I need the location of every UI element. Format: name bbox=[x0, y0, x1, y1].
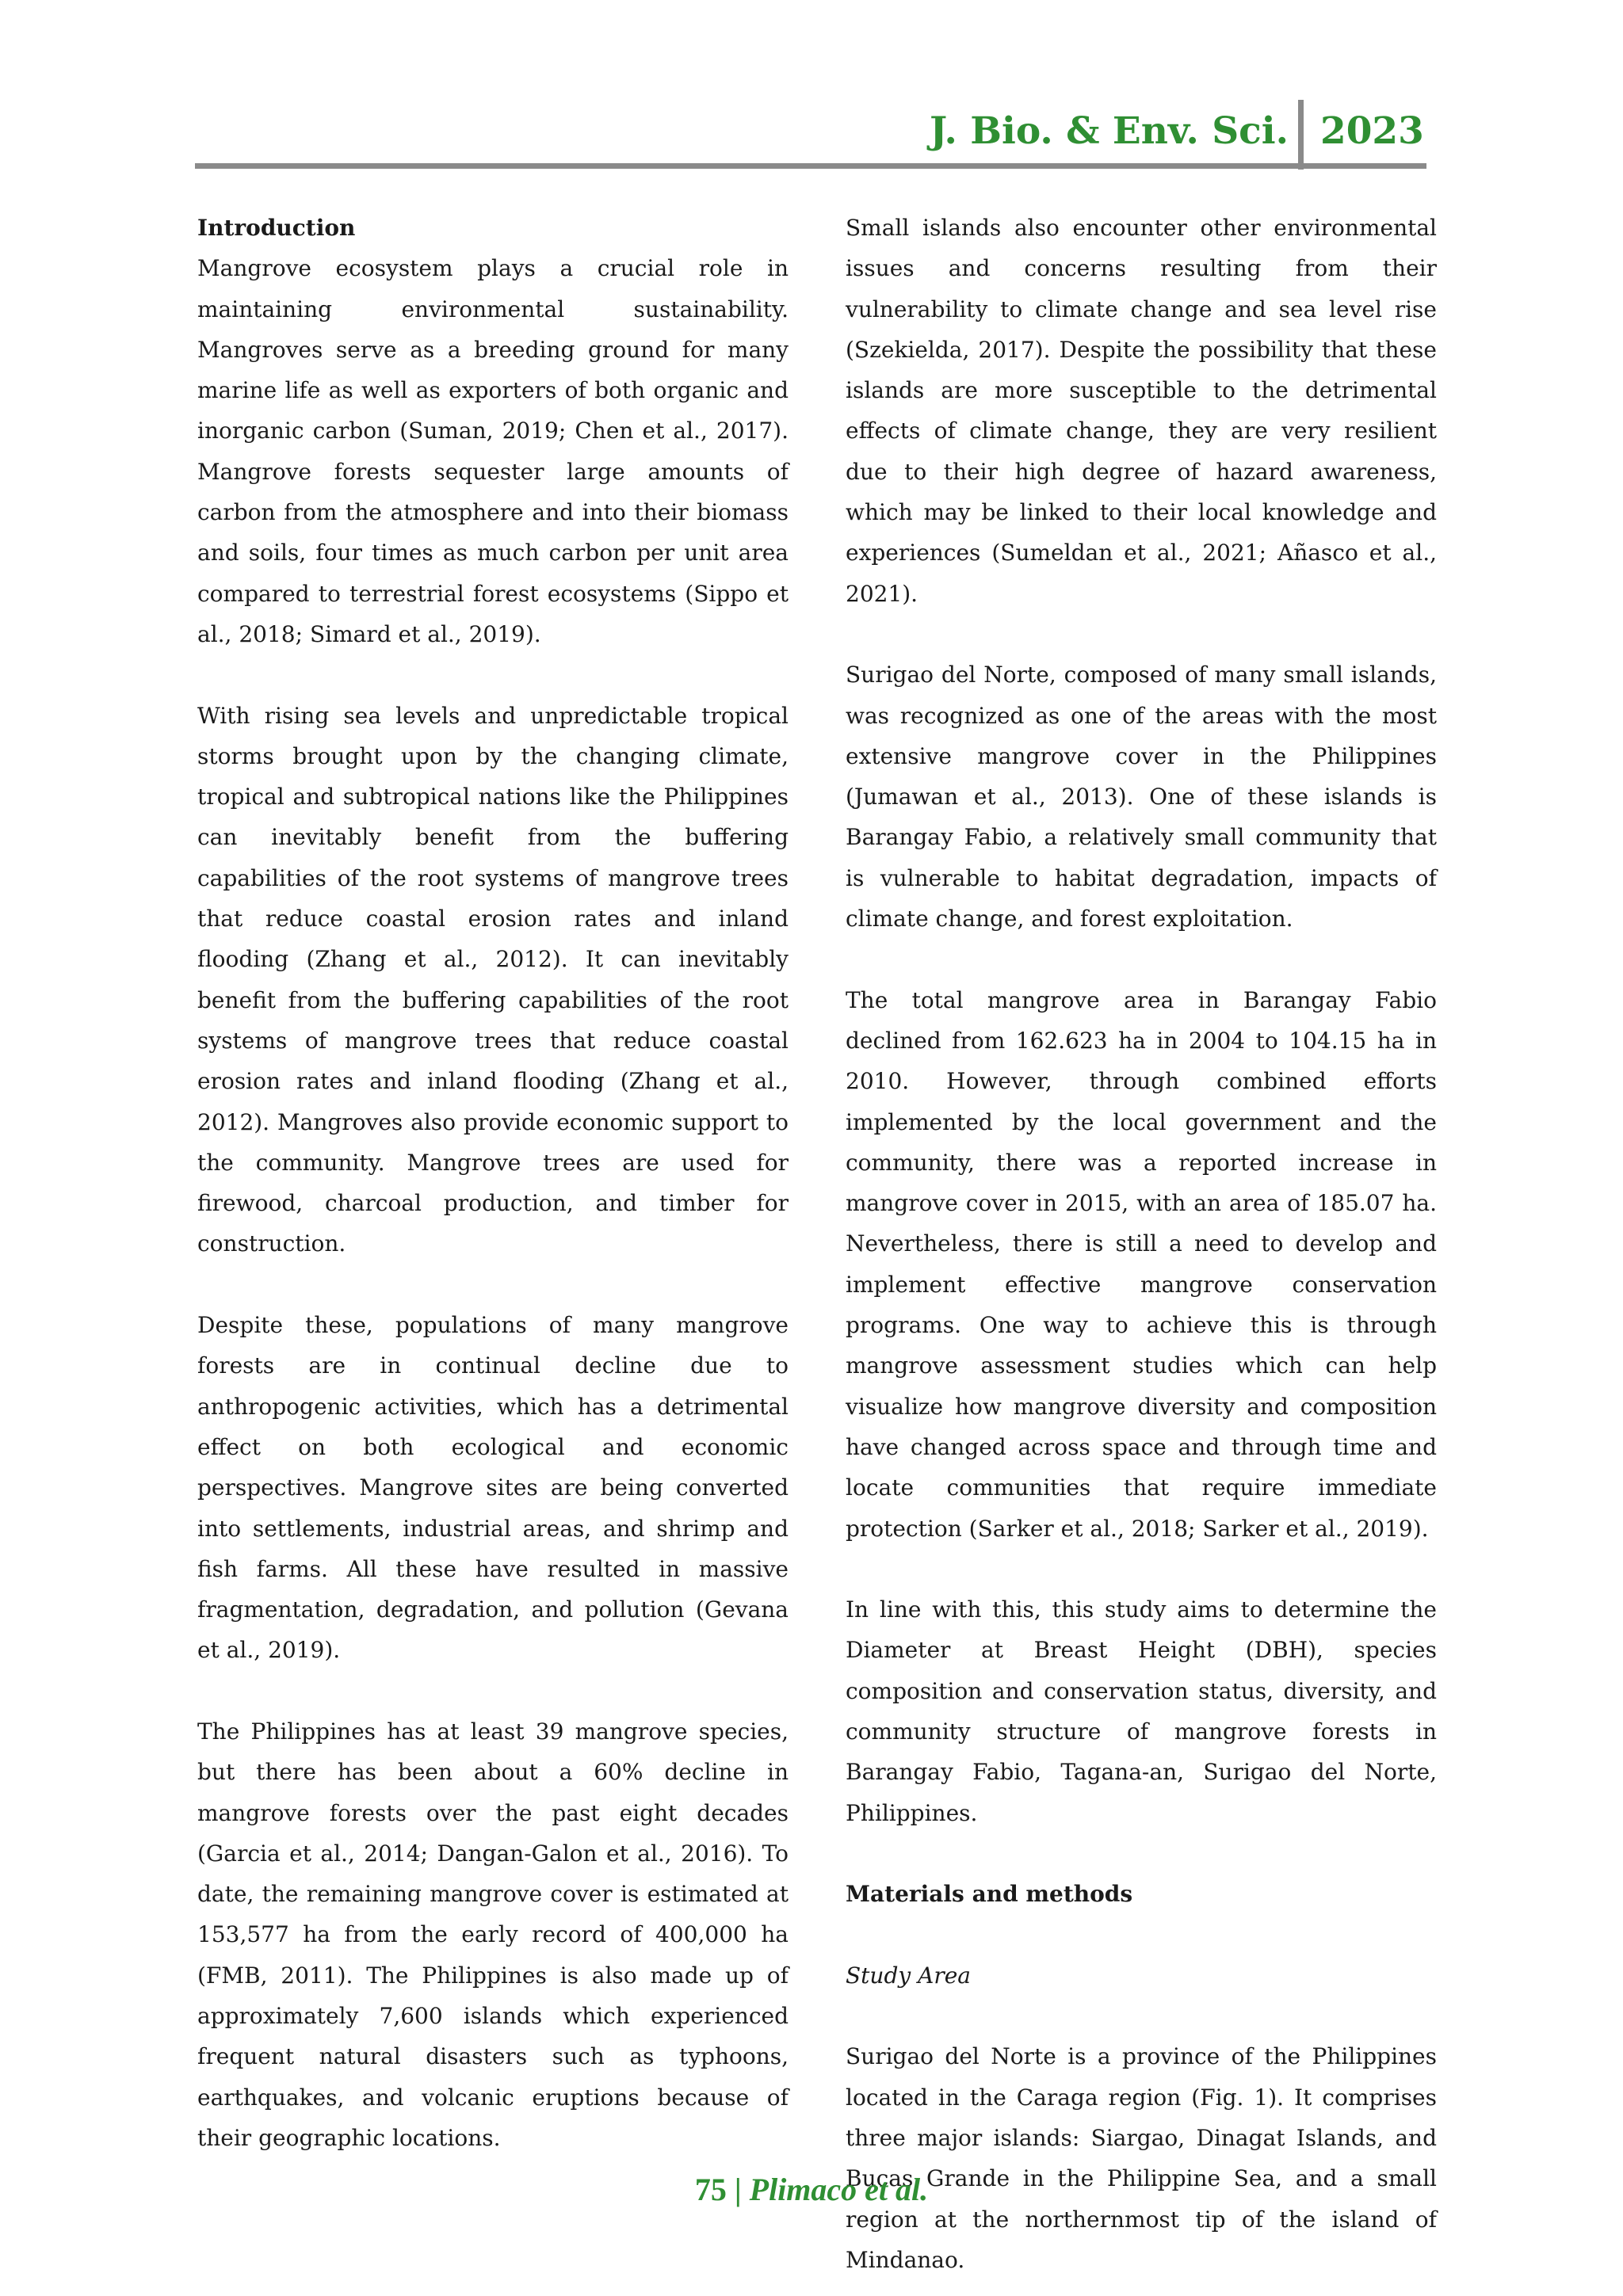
paragraph: Mangrove ecosystem plays a crucial role in maintaining environmental sustainability. Mangroves serve as a breeding ground for many marine life as well as exporters of both organic and inorganic carbon (Suman, 2019; Chen et al., 2017). Mangrove forests sequester large amounts of carbon from the atmosphere and into their biomass and soils, four times as much carbon per unit area compared to terrestrial forest ecosystems (Sippo et al., 2018; Simard et al., 2019). bbox=[197, 255, 789, 647]
header-separator bbox=[1298, 100, 1304, 170]
footer-author: Plimaco et al. bbox=[749, 2172, 929, 2207]
paragraph: With rising sea levels and unpredictable tropical storms brought upon by the changing climate, tropical and subtropical nations like the Philippines can inevitably benefit from the buffering capabilities of the root systems of mangrove trees that reduce coastal erosion rates and inland flooding (Zhang et al., 2012). It can inevitably benefit from the buffering capabilities of the root systems of mangrove trees that reduce coastal erosion rates and inland flooding (Zhang et al., 2012). Mangroves also provide economic support to the community. Mangrove trees are used for firewood, charcoal production, and timber for construction. bbox=[197, 702, 789, 1257]
paragraph: Surigao del Norte, composed of many small islands, was recognized as one of the areas with the most extensive mangrove cover in the Philippines (Jumawan et al., 2013). One of these islands is Barangay Fabio, a relatively small community that is vulnerable to habitat degradation, impacts of climate change, and forest exploitation. bbox=[846, 662, 1437, 933]
footer-separator: | bbox=[734, 2172, 742, 2207]
running-header bbox=[195, 100, 1426, 171]
paragraph: Small islands also encounter other environmental issues and concerns resulting from their vulnerability to climate change and sea level rise (Szekielda, 2017). Despite the possibility that these islands are more susceptible to the detrimental effects of climate change, they are very resilient due to their high degree of hazard awareness, which may be linked to their local knowledge and experiences (Sumeldan et al., 2021; Añasco et al., 2021). bbox=[846, 215, 1437, 607]
page-footer bbox=[0, 2171, 1623, 2208]
paragraph: Surigao del Norte is a province of the Philippines located in the Caraga region (Fig. 1). It comprises three major islands: Siargao, Dinagat Islands, and Bucas Grande in the Philippine Sea, and a small region at the northernmost tip of the island of Mindanao. bbox=[846, 2043, 1437, 2273]
subsection-heading-study-area: Study Area bbox=[846, 1962, 971, 1989]
section-heading-introduction: Introduction bbox=[197, 215, 356, 241]
journal-title: J. Bio. & Env. Sci. bbox=[929, 109, 1289, 153]
right-column bbox=[846, 208, 1437, 2280]
paragraph: Despite these, populations of many mangrove forests are in continual decline due to anthropogenic activities, which has a detrimental effect on both ecological and economic perspectives. Mangrove sites are being converted into settlements, industrial areas, and shrimp and fish farms. All these have resulted in massive fragmentation, degradation, and pollution (Gevana et al., 2019). bbox=[197, 1312, 789, 1664]
left-column bbox=[197, 208, 789, 2158]
page-number: 75 bbox=[694, 2172, 727, 2207]
paragraph: In line with this, this study aims to determine the Diameter at Breast Height (DBH), species composition and conservation status, diversity, and community structure of mangrove forests in Barangay Fabio, Tagana-an, Surigao del Norte, Philippines. bbox=[846, 1596, 1437, 1826]
paragraph: The total mangrove area in Barangay Fabio declined from 162.623 ha in 2004 to 104.15 ha in 2010. However, through combined efforts implemented by the local government and the community, there was a reported increase in mangrove cover in 2015, with an area of 185.07 ha. Nevertheless, there is still a need to develop and implement effective mangrove conservation programs. One way to achieve this is through mangrove assessment studies which can help visualize how mangrove diversity and composition have changed across space and through time and locate communities that require immediate protection (Sarker et al., 2018; Sarker et al., 2019). bbox=[846, 986, 1437, 1542]
header-rule bbox=[195, 163, 1426, 169]
journal-year: 2023 bbox=[1320, 109, 1424, 153]
paragraph: The Philippines has at least 39 mangrove species, but there has been about a 60% decline in mangrove forests over the past eight decades (Garcia et al., 2014; Dangan-Galon et al., 2016). To date, the remaining mangrove cover is estimated at 153,577 ha from the early record of 400,000 ha (FMB, 2011). The Philippines is also made up of approximately 7,600 islands which experienced frequent natural disasters such as typhoons, earthquakes, and volcanic eruptions because of their geographic locations. bbox=[197, 1718, 789, 2151]
section-heading-materials-methods: Materials and methods bbox=[846, 1881, 1133, 1908]
